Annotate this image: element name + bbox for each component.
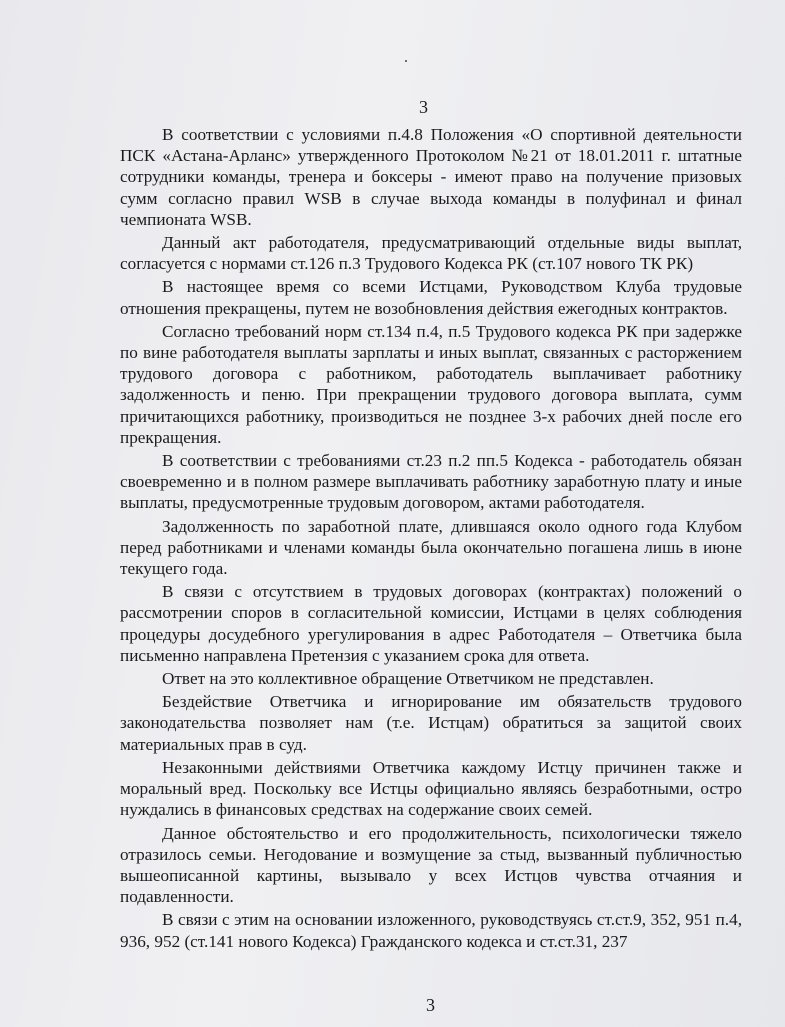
paper-speck	[405, 60, 407, 62]
paragraph: В соответствии с требованиями ст.23 п.2 пп.5 Кодекса - работодатель обязан своевременно и в полном размере выплачивать работнику заработную плату и иные выплаты, предусмотренные трудовым договором, актами работодателя.	[120, 451, 742, 513]
page-number-bottom: 3	[426, 995, 435, 1015]
paragraph: В соответствии с условиями п.4.8 Положения «О спортивной деятельности ПСК «Астана-Арланс» утвержденного Протоколом №21 от 18.01.2011 г. штатные сотрудники команды, тренера и боксеры - имеют право на получение призовых сумм согласно правил WSB в случае выхода команды в полуфинал и финал чемпионата WSB.	[120, 125, 742, 229]
paragraph: Данное обстоятельство и его продолжительность, психологически тяжело отразилось семьи. Негодование и возмущение за стыд, вызванный публичностью вышеописанной картины, вызывало у всех Истцов чувства отчаяния и подавленности.	[120, 823, 742, 907]
paragraph: Согласно требований норм ст.134 п.4, п.5 Трудового кодекса РК при задержке по вине работодателя выплаты зарплаты и иных выплат, связанных с расторжением трудового договора с работником, работодатель выплачивает работнику задолженность и пеню. При прекращении трудового договора выплата, сумм причитающихся работнику, производиться не позднее 3-х рабочих дней после его прекращения.	[120, 321, 742, 447]
paragraph: В связи с отсутствием в трудовых договорах (контрактах) положений о рассмотрении споров в согласительной комиссии, Истцами в целях соблюдения процедуры досудебного урегулирования в адрес Работодателя – Ответчика была письменно направлена Претензия с указанием срока для ответа.	[120, 582, 742, 665]
page-number-top: 3	[419, 97, 428, 117]
paragraph: Бездействие Ответчика и игнорирование им обязательств трудового законодательства позволяет нам (т.е. Истцам) обратиться за защитой своих материальных прав в суд.	[120, 692, 742, 754]
paragraph: В настоящее время со всеми Истцами, Руководством Клуба трудовые отношения прекращены, путем не возобновления действия ежегодных контрактов.	[120, 277, 742, 318]
document-body	[120, 124, 742, 954]
paragraph: Незаконными действиями Ответчика каждому Истцу причинен также и моральный вред. Поскольку все Истцы официально являясь безработными, остро нуждались в финансовых средствах на содержание своих семей.	[120, 757, 742, 820]
paragraph: Задолженность по заработной плате, длившаяся около одного года Клубом перед работниками и членами команды была окончательно погашена лишь в июне текущего года.	[120, 516, 742, 579]
paragraph: В связи с этим на основании изложенного, руководствуясь ст.ст.9, 352, 951 п.4, 936, 952 (ст.141 нового Кодекса) Гражданского кодекса и ст.ст.31, 237	[120, 910, 742, 951]
paragraph: Данный акт работодателя, предусматривающий отдельные виды выплат, согласуется с нормами ст.126 п.3 Трудового Кодекса РК (ст.107 нового ТК РК)	[120, 233, 742, 274]
paragraph: Ответ на это коллективное обращение Ответчиком не представлен.	[162, 669, 654, 689]
